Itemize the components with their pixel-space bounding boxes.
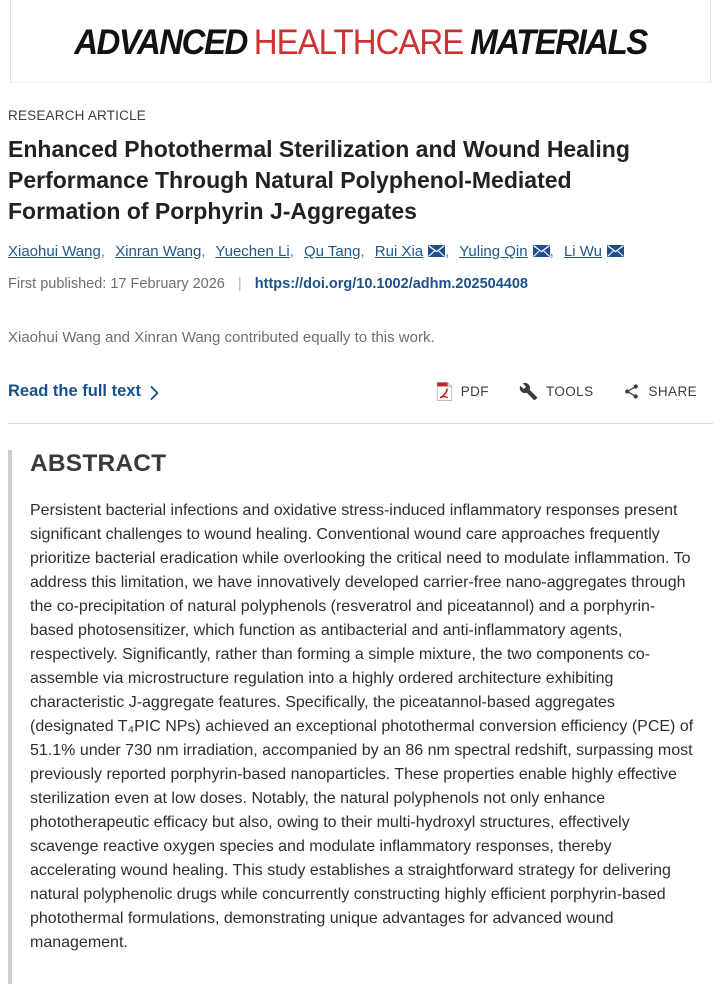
share-icon [623, 383, 640, 400]
tools-label: TOOLS [545, 384, 594, 399]
email-envelope-icon[interactable] [428, 243, 445, 255]
share-label: SHARE [648, 384, 697, 399]
author-separator: , [549, 243, 554, 260]
logo-word-healthcare: HEALTHCARE [253, 21, 464, 61]
email-envelope-icon[interactable] [607, 243, 624, 255]
author-separator: , [360, 243, 365, 260]
author-link[interactable]: Xinran Wang [115, 243, 202, 260]
article-category-label: RESEARCH ARTICLE [8, 108, 146, 123]
author-link[interactable]: Rui Xia [374, 243, 424, 260]
author-separator: , [289, 243, 294, 260]
logo-word-advanced: ADVANCED [74, 21, 247, 61]
contribution-note: Xiaohui Wang and Xinran Wang contributed equally to this work. [8, 329, 435, 346]
author-separator: , [201, 243, 206, 260]
journal-logo [74, 23, 647, 59]
article-title: Enhanced Photothermal Sterilization and Wound Healing Performance Through Natural Polyphenol-Mediated Formation of Porphyrin J-Aggregates [8, 136, 630, 224]
abstract-body: Persistent bacterial infections and oxidative stress-induced inflammatory responses present significant challenges to wound healing. Conventional wound care approaches frequently prioritize bacterial eradication while overlooking the critical need to modulate inflammation. To address this limitation, we have innovatively developed carrier-free nano-aggregates through the co-precipitation of natural polyphenols (resveratrol and piceatannol) and a porphyrin-based photosensitizer, which function as antibacterial and anti-inflammatory agents, respectively. Significantly, rather than forming a simple mixture, the two components co-assemble via microstructure regulation into a highly ordered architecture exhibiting characteristic J-aggregate features. Specifically, the piceatannol-based aggregates (designated T₄PIC NPs) achieved an exceptional photothermal conversion efficiency (PCE) of 51.1% under 730 nm irradiation, accompanied by an 86 nm spectral redshift, surpassing most previously reported porphyrin-based nanoparticles. These properties enable highly effective sterilization even at low doses. Notably, the natural polyphenols not only enhance phototherapeutic efficacy but also, owing to their multi-hydroxyl structures, effectively scavenge reactive oxygen species and modulate inflammatory responses, thereby accelerating wound healing. This study establishes a straightforward strategy for delivering natural polyphenolic drugs while concurrently constructing highly efficient porphyrin-based photothermal formulations, demonstrating unique advantages for advanced wound management. [30, 502, 694, 951]
pipe-separator: | [237, 275, 242, 292]
author-link[interactable]: Li Wu [563, 243, 603, 260]
abstract-heading: ABSTRACT [30, 450, 167, 477]
section-divider [8, 423, 713, 424]
share-button[interactable] [623, 383, 697, 400]
author-link[interactable]: Yuechen Li [215, 243, 290, 260]
doi-link[interactable]: https://doi.org/10.1002/adhm.202504408 [254, 276, 528, 292]
read-full-text-link[interactable] [8, 382, 159, 401]
first-published-date: 17 February 2026 [110, 276, 225, 292]
wrench-icon [519, 382, 538, 401]
publication-line [8, 275, 713, 292]
pdf-label: PDF [460, 384, 489, 399]
pdf-button[interactable] [436, 381, 489, 402]
pdf-icon [436, 381, 453, 402]
read-full-text-label: Read the full text [8, 382, 141, 400]
author-link[interactable]: Xiaohui Wang [8, 243, 101, 260]
author-link[interactable]: Yuling Qin [459, 243, 528, 260]
abstract-section [8, 450, 713, 984]
chevron-right-icon [150, 386, 159, 400]
tools-button[interactable] [519, 382, 594, 401]
journal-masthead-banner [10, 0, 711, 83]
author-list [8, 242, 713, 262]
email-envelope-icon[interactable] [533, 243, 550, 255]
author-link[interactable]: Qu Tang [304, 243, 361, 260]
logo-word-materials: MATERIALS [470, 21, 647, 61]
author-separator: , [100, 243, 106, 260]
article-header-content [0, 108, 721, 984]
article-toolbar [436, 381, 713, 402]
author-separator: , [445, 243, 450, 260]
actions-row [8, 381, 713, 402]
first-published-label: First published: [8, 276, 107, 292]
